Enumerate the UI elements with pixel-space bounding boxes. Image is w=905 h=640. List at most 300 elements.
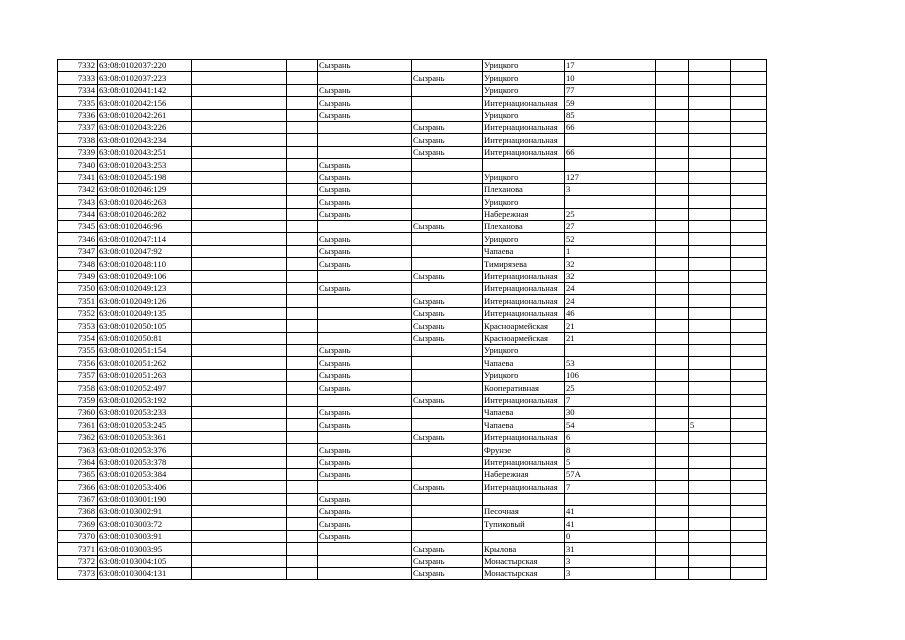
table-row [58, 419, 767, 431]
row-number: 7333 [58, 72, 98, 84]
city-cell [318, 555, 412, 567]
house-number-cell: 30 [565, 406, 656, 418]
city-alt-cell [412, 196, 483, 208]
table-row [58, 444, 767, 456]
city-alt-cell [412, 258, 483, 270]
cell-blank-1 [192, 60, 287, 72]
cell-blank-2 [287, 221, 318, 233]
house-number-cell: 24 [565, 295, 656, 307]
cell-extra-2 [689, 270, 731, 282]
city-cell: Сызрань [318, 283, 412, 295]
cell-extra-2 [689, 97, 731, 109]
row-number: 7332 [58, 60, 98, 72]
cell-blank-2 [287, 320, 318, 332]
table-row [58, 369, 767, 381]
cadastral-number: 63:08:0102046:263 [98, 196, 192, 208]
street-cell [483, 530, 565, 542]
cell-extra-2 [689, 134, 731, 146]
house-number-cell: 7 [565, 481, 656, 493]
cell-blank-1 [192, 444, 287, 456]
row-number: 7357 [58, 369, 98, 381]
cell-blank-2 [287, 60, 318, 72]
cell-extra-3 [731, 60, 767, 72]
house-number-cell: 127 [565, 171, 656, 183]
cell-extra-1 [656, 258, 689, 270]
cell-blank-2 [287, 332, 318, 344]
cadastral-number: 63:08:0102052:497 [98, 382, 192, 394]
cell-blank-2 [287, 419, 318, 431]
cell-extra-2 [689, 369, 731, 381]
cadastral-number: 63:08:0102053:376 [98, 444, 192, 456]
cadastral-number: 63:08:0102046:282 [98, 208, 192, 220]
cell-blank-1 [192, 121, 287, 133]
cell-extra-2 [689, 72, 731, 84]
cell-blank-2 [287, 369, 318, 381]
house-number-cell: 7 [565, 394, 656, 406]
row-number: 7338 [58, 134, 98, 146]
cadastral-number: 63:08:0103004:131 [98, 568, 192, 580]
street-cell: Интернациональная [483, 121, 565, 133]
house-number-cell: 5 [565, 456, 656, 468]
house-number-cell: 3 [565, 555, 656, 567]
row-number: 7373 [58, 568, 98, 580]
cell-extra-1 [656, 134, 689, 146]
cell-blank-1 [192, 543, 287, 555]
city-alt-cell: Сызрань [412, 295, 483, 307]
cell-extra-3 [731, 233, 767, 245]
city-alt-cell [412, 109, 483, 121]
city-alt-cell: Сызрань [412, 134, 483, 146]
cell-blank-2 [287, 344, 318, 356]
city-cell [318, 221, 412, 233]
city-alt-cell [412, 530, 483, 542]
city-cell [318, 72, 412, 84]
cell-extra-2 [689, 382, 731, 394]
city-cell [318, 121, 412, 133]
row-number: 7340 [58, 159, 98, 171]
row-number: 7360 [58, 406, 98, 418]
cadastral-number: 63:08:0102046:96 [98, 221, 192, 233]
house-number-cell: 27 [565, 221, 656, 233]
row-number: 7368 [58, 506, 98, 518]
city-alt-cell [412, 406, 483, 418]
cell-blank-2 [287, 146, 318, 158]
street-cell: Песочная [483, 506, 565, 518]
cell-extra-1 [656, 530, 689, 542]
street-cell: Плеханова [483, 183, 565, 195]
city-alt-cell: Сызрань [412, 121, 483, 133]
cell-extra-2 [689, 233, 731, 245]
cadastral-number: 63:08:0102053:384 [98, 468, 192, 480]
cell-blank-2 [287, 568, 318, 580]
city-alt-cell: Сызрань [412, 394, 483, 406]
table-row [58, 431, 767, 443]
cell-extra-1 [656, 419, 689, 431]
city-alt-cell: Сызрань [412, 72, 483, 84]
city-cell: Сызрань [318, 493, 412, 505]
city-cell: Сызрань [318, 60, 412, 72]
table-row [58, 530, 767, 542]
table-row [58, 506, 767, 518]
row-number: 7339 [58, 146, 98, 158]
row-number: 7336 [58, 109, 98, 121]
cell-blank-1 [192, 506, 287, 518]
city-alt-cell [412, 506, 483, 518]
city-alt-cell [412, 456, 483, 468]
cell-extra-1 [656, 382, 689, 394]
city-alt-cell: Сызрань [412, 431, 483, 443]
cell-extra-3 [731, 159, 767, 171]
cell-blank-2 [287, 555, 318, 567]
city-alt-cell [412, 159, 483, 171]
cell-extra-1 [656, 221, 689, 233]
cell-blank-1 [192, 493, 287, 505]
cell-extra-3 [731, 530, 767, 542]
city-alt-cell [412, 84, 483, 96]
cadastral-number: 63:08:0102051:262 [98, 357, 192, 369]
cadastral-number: 63:08:0102046:129 [98, 183, 192, 195]
cell-extra-1 [656, 283, 689, 295]
cadastral-number: 63:08:0102045:198 [98, 171, 192, 183]
house-number-cell [565, 493, 656, 505]
cell-blank-1 [192, 555, 287, 567]
city-cell: Сызрань [318, 530, 412, 542]
cell-blank-1 [192, 109, 287, 121]
cadastral-number: 63:08:0102049:123 [98, 283, 192, 295]
street-cell: Красноармейская [483, 332, 565, 344]
cell-extra-3 [731, 109, 767, 121]
cell-blank-2 [287, 196, 318, 208]
cell-blank-1 [192, 518, 287, 530]
cell-extra-3 [731, 357, 767, 369]
cell-blank-1 [192, 320, 287, 332]
cell-extra-2 [689, 84, 731, 96]
cell-blank-2 [287, 72, 318, 84]
cell-extra-2 [689, 109, 731, 121]
cell-blank-2 [287, 270, 318, 282]
cell-extra-3 [731, 568, 767, 580]
city-alt-cell: Сызрань [412, 270, 483, 282]
cell-extra-2 [689, 258, 731, 270]
house-number-cell: 3 [565, 568, 656, 580]
table-row [58, 183, 767, 195]
cell-extra-3 [731, 245, 767, 257]
city-cell: Сызрань [318, 357, 412, 369]
cell-blank-2 [287, 183, 318, 195]
cell-extra-3 [731, 221, 767, 233]
cell-extra-3 [731, 332, 767, 344]
cell-extra-1 [656, 543, 689, 555]
house-number-cell [565, 344, 656, 356]
house-number-cell: 17 [565, 60, 656, 72]
cell-extra-2 [689, 555, 731, 567]
house-number-cell: 46 [565, 307, 656, 319]
street-cell: Тупиковый [483, 518, 565, 530]
city-alt-cell [412, 171, 483, 183]
cell-blank-2 [287, 530, 318, 542]
city-cell: Сызрань [318, 196, 412, 208]
cell-blank-1 [192, 208, 287, 220]
cadastral-number: 63:08:0103002:91 [98, 506, 192, 518]
table-body [58, 60, 767, 580]
row-number: 7362 [58, 431, 98, 443]
cell-extra-2 [689, 159, 731, 171]
street-cell: Плеханова [483, 221, 565, 233]
row-number: 7345 [58, 221, 98, 233]
city-alt-cell [412, 493, 483, 505]
cadastral-number: 63:08:0102050:105 [98, 320, 192, 332]
cell-extra-1 [656, 121, 689, 133]
row-number: 7334 [58, 84, 98, 96]
cadastral-number: 63:08:0102037:220 [98, 60, 192, 72]
cell-blank-2 [287, 444, 318, 456]
cell-extra-2 [689, 468, 731, 480]
row-number: 7349 [58, 270, 98, 282]
cell-extra-2 [689, 406, 731, 418]
cell-extra-3 [731, 506, 767, 518]
city-cell [318, 270, 412, 282]
cadastral-number: 63:08:0102043:253 [98, 159, 192, 171]
street-cell: Урицкого [483, 60, 565, 72]
house-number-cell: 25 [565, 382, 656, 394]
cell-extra-3 [731, 468, 767, 480]
table-row [58, 468, 767, 480]
cell-blank-1 [192, 357, 287, 369]
city-cell: Сызрань [318, 159, 412, 171]
city-cell: Сызрань [318, 419, 412, 431]
cell-blank-1 [192, 382, 287, 394]
cell-extra-1 [656, 245, 689, 257]
row-number: 7358 [58, 382, 98, 394]
cell-extra-1 [656, 183, 689, 195]
street-cell: Чапаева [483, 357, 565, 369]
row-number: 7348 [58, 258, 98, 270]
cell-extra-1 [656, 159, 689, 171]
cell-extra-3 [731, 419, 767, 431]
street-cell: Урицкого [483, 344, 565, 356]
cell-extra-2 [689, 146, 731, 158]
cell-extra-3 [731, 283, 767, 295]
street-cell: Интернациональная [483, 134, 565, 146]
city-alt-cell [412, 369, 483, 381]
cadastral-number: 63:08:0102051:263 [98, 369, 192, 381]
house-number-cell: 8 [565, 444, 656, 456]
cell-extra-2 [689, 506, 731, 518]
cell-extra-2 [689, 394, 731, 406]
cell-extra-1 [656, 493, 689, 505]
table-row [58, 109, 767, 121]
house-number-cell: 53 [565, 357, 656, 369]
street-cell: Урицкого [483, 369, 565, 381]
street-cell: Чапаева [483, 406, 565, 418]
cell-extra-3 [731, 134, 767, 146]
cell-blank-2 [287, 394, 318, 406]
city-cell [318, 295, 412, 307]
cell-extra-3 [731, 369, 767, 381]
table-row [58, 159, 767, 171]
city-alt-cell: Сызрань [412, 568, 483, 580]
street-cell [483, 159, 565, 171]
table-row [58, 196, 767, 208]
city-cell: Сызрань [318, 208, 412, 220]
city-alt-cell: Сызрань [412, 543, 483, 555]
cadastral-number: 63:08:0102053:406 [98, 481, 192, 493]
street-cell: Тимирязева [483, 258, 565, 270]
cell-extra-2 [689, 543, 731, 555]
cell-blank-1 [192, 332, 287, 344]
cell-extra-3 [731, 72, 767, 84]
cell-extra-3 [731, 208, 767, 220]
cell-extra-3 [731, 406, 767, 418]
cadastral-number: 63:08:0102043:251 [98, 146, 192, 158]
cell-extra-3 [731, 183, 767, 195]
city-cell [318, 307, 412, 319]
cell-blank-1 [192, 283, 287, 295]
cell-extra-3 [731, 456, 767, 468]
house-number-cell: 57А [565, 468, 656, 480]
cell-extra-1 [656, 406, 689, 418]
cell-extra-2 [689, 60, 731, 72]
cell-blank-1 [192, 97, 287, 109]
cell-blank-2 [287, 456, 318, 468]
city-cell: Сызрань [318, 109, 412, 121]
house-number-cell: 54 [565, 419, 656, 431]
city-alt-cell [412, 60, 483, 72]
cell-extra-2 [689, 481, 731, 493]
cell-extra-1 [656, 270, 689, 282]
city-alt-cell [412, 357, 483, 369]
house-number-cell: 21 [565, 332, 656, 344]
cell-extra-1 [656, 555, 689, 567]
cell-blank-1 [192, 468, 287, 480]
cell-blank-1 [192, 406, 287, 418]
row-number: 7370 [58, 530, 98, 542]
city-alt-cell [412, 283, 483, 295]
cadastral-number: 63:08:0102048:110 [98, 258, 192, 270]
table-row [58, 60, 767, 72]
cell-blank-1 [192, 568, 287, 580]
city-cell: Сызрань [318, 506, 412, 518]
street-cell: Интернациональная [483, 295, 565, 307]
cell-extra-1 [656, 394, 689, 406]
table-row [58, 493, 767, 505]
cadastral-number: 63:08:0103001:190 [98, 493, 192, 505]
house-number-cell: 25 [565, 208, 656, 220]
cell-blank-2 [287, 84, 318, 96]
cell-extra-1 [656, 233, 689, 245]
row-number: 7359 [58, 394, 98, 406]
cell-blank-1 [192, 221, 287, 233]
row-number: 7343 [58, 196, 98, 208]
table-row [58, 171, 767, 183]
city-cell: Сызрань [318, 468, 412, 480]
row-number: 7366 [58, 481, 98, 493]
city-cell: Сызрань [318, 171, 412, 183]
cadastral-number: 63:08:0103003:95 [98, 543, 192, 555]
cell-extra-1 [656, 456, 689, 468]
cell-blank-1 [192, 394, 287, 406]
cell-extra-1 [656, 109, 689, 121]
cell-blank-1 [192, 245, 287, 257]
cell-extra-3 [731, 543, 767, 555]
cell-extra-1 [656, 568, 689, 580]
cadastral-number: 63:08:0102043:234 [98, 134, 192, 146]
city-alt-cell: Сызрань [412, 332, 483, 344]
row-number: 7347 [58, 245, 98, 257]
cadastral-number: 63:08:0102043:226 [98, 121, 192, 133]
cell-blank-2 [287, 208, 318, 220]
cell-extra-2 [689, 568, 731, 580]
street-cell: Интернациональная [483, 481, 565, 493]
row-number: 7369 [58, 518, 98, 530]
house-number-cell [565, 159, 656, 171]
cell-extra-2: 5 [689, 419, 731, 431]
cadastral-number: 63:08:0103004:105 [98, 555, 192, 567]
street-cell: Монастырская [483, 555, 565, 567]
cell-blank-2 [287, 97, 318, 109]
street-cell: Интернациональная [483, 97, 565, 109]
cadastral-number: 63:08:0102037:223 [98, 72, 192, 84]
city-cell: Сызрань [318, 183, 412, 195]
city-alt-cell [412, 245, 483, 257]
city-alt-cell [412, 344, 483, 356]
cell-blank-2 [287, 307, 318, 319]
cadastral-number: 63:08:0102049:106 [98, 270, 192, 282]
cell-extra-2 [689, 530, 731, 542]
row-number: 7351 [58, 295, 98, 307]
row-number: 7352 [58, 307, 98, 319]
cell-extra-1 [656, 320, 689, 332]
street-cell: Урицкого [483, 233, 565, 245]
street-cell: Интернациональная [483, 431, 565, 443]
cell-blank-2 [287, 134, 318, 146]
cell-blank-2 [287, 258, 318, 270]
city-alt-cell [412, 518, 483, 530]
table-row [58, 518, 767, 530]
cell-extra-2 [689, 307, 731, 319]
cell-extra-1 [656, 468, 689, 480]
table-row [58, 208, 767, 220]
cell-extra-1 [656, 332, 689, 344]
cell-extra-1 [656, 344, 689, 356]
house-number-cell: 1 [565, 245, 656, 257]
cadastral-number: 63:08:0102042:261 [98, 109, 192, 121]
street-cell: Крылова [483, 543, 565, 555]
table-row [58, 332, 767, 344]
city-alt-cell [412, 97, 483, 109]
city-cell: Сызрань [318, 258, 412, 270]
cell-extra-1 [656, 357, 689, 369]
house-number-cell: 32 [565, 258, 656, 270]
cadastral-number: 63:08:0102049:126 [98, 295, 192, 307]
cell-extra-3 [731, 146, 767, 158]
cell-blank-1 [192, 171, 287, 183]
city-alt-cell: Сызрань [412, 320, 483, 332]
cell-extra-1 [656, 84, 689, 96]
street-cell: Интернациональная [483, 394, 565, 406]
cell-extra-1 [656, 481, 689, 493]
table-row [58, 72, 767, 84]
city-cell [318, 146, 412, 158]
cell-blank-2 [287, 468, 318, 480]
cell-blank-1 [192, 183, 287, 195]
street-cell [483, 493, 565, 505]
cell-blank-1 [192, 84, 287, 96]
table-row [58, 245, 767, 257]
table-row [58, 134, 767, 146]
cell-extra-2 [689, 320, 731, 332]
cell-extra-2 [689, 295, 731, 307]
